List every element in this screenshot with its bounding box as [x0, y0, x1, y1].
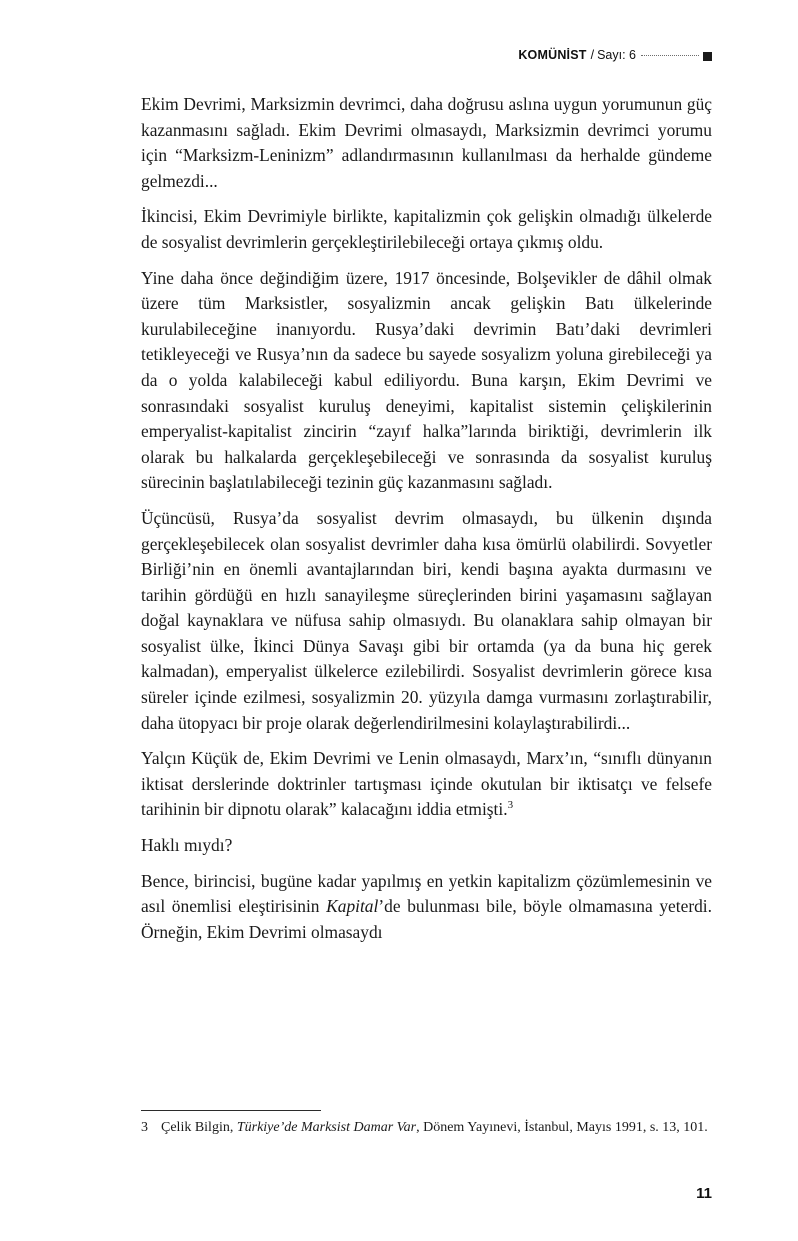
footnote-publication-details: , Dönem Yayınevi, İstanbul, Mayıs 1991, s. 13, 101.: [416, 1120, 708, 1135]
paragraph-text-part1: Bence, birincisi, bugüne kadar yapılmış en yetkin kapitalizm çözümlemesinin ve asıl önemlisi eleştirisinin: [141, 870, 712, 917]
page-number: 11: [696, 1185, 712, 1202]
footnote-item: [141, 1118, 712, 1137]
paragraph: Yine daha önce değindiğim üzere, 1917 öncesinde, Bolşevikler de dâhil olmak üzere tüm Marksistler, sosyalizmin ancak gelişkin Batı ülkelerinde kurulabileceğine inanıyordu. Rusya’daki devrimin Batı’daki devrimleri tetikleyeceği ve Rusya’nın da sadece bu sayede sosyalizm yoluna girebileceği ya da o yolda kalabileceği kabul ediliyordu. Buna karşın, Ekim Devrimi ve sonrasındaki sosyalist kuruluş deneyimi, kapitalist sistemin çelişkilerinin emperyalist-kapitalist zincirin “zayıf halka”larında biriktiği, devrimlerin ilk olarak bu halkalarda gerçekleşebileceği ve sonrasında da sosyalist kuruluş sürecinin başlatılabileceği tezinin güç kazanmasını sağladı.: [141, 267, 712, 493]
paragraph: Üçüncüsü, Rusya’da sosyalist devrim olmasaydı, bu ülkenin dışında gerçekleşebilecek olan sosyalist devrimler daha kısa ömürlü olabilirdi. Sovyetler Birliği’nin en önemli avantajlarından biri, kendi başına ayakta durmasını ve tarihin gördüğü en hızlı sanayileşme süreçlerinden birini yaşamasını sağlayan doğal kaynaklara ve nüfusa sahip olmasıydı. Bu olanaklara sahip olmayan bir sosyalist ülke, İkinci Dünya Savaşı gibi bir ortamda (ya da buna hiç gerek kalmadan), emperyalist ülkelerce ezilebilirdi. Sosyalist devrimlerin görece kısa süreler içinde ezilmesi, sosyalizmin 20. yüzyıla damga vurmasını zorlaştırabilir, daha ütopyacı bir proje olarak değerlendirilmesini kolaylaştırabilirdi...: [141, 507, 712, 733]
footnote-number: 3: [141, 1120, 148, 1135]
page-content: [141, 0, 712, 1241]
dotted-rule-decoration: [641, 55, 699, 57]
issue-number: Sayı: 6: [597, 48, 636, 62]
paragraph-final: [141, 869, 712, 946]
paragraph: Ekim Devrimi, Marksizmin devrimci, daha doğrusu aslına uygun yorumunun güç kazanmasını sağladı. Ekim Devrimi olmasaydı, Marksizmin devrimci yorumu için “Marksizm-Leninizm” adlandırmasının kullanılması da herhalde gündeme gelmezdi...: [141, 94, 712, 191]
italic-book-title: Kapital: [326, 896, 379, 917]
paragraph: İkincisi, Ekim Devrimiyle birlikte, kapitalizmin çok gelişkin olmadığı ülkelerde de sosyalist devrimlerin gerçekleştirilebileceği ortaya çıkmış oldu.: [141, 206, 712, 252]
footnote-reference-marker[interactable]: 3: [507, 799, 514, 812]
footnote-author: Çelik Bilgin,: [161, 1120, 237, 1135]
body-text: [141, 92, 712, 945]
paragraph-with-footnote-reference: [141, 746, 712, 823]
paragraph-text: Yalçın Küçük de, Ekim Devrimi ve Lenin olmasaydı, Marx’ın, “sınıflı dünyanın iktisat derslerinde doktrinler tartışması içinde okutulan bir iktisatçı ve felsefe tarihinin bir dipnotu olarak” kalacağını iddia etmişti.: [141, 748, 712, 820]
running-header: [518, 46, 712, 64]
paragraph: Haklı mıydı?: [141, 835, 233, 856]
paragraph-text-part2: ’de bulunması bile, böyle olmamasına yeterdi. Örneğin, Ekim Devrimi olmasaydı: [141, 896, 712, 942]
footnote-title: Türkiye’de Marksist Damar Var: [236, 1120, 417, 1135]
footnote-separator-rule: [141, 1110, 321, 1111]
square-marker-decoration: [703, 52, 712, 61]
header-separator: /: [590, 48, 595, 62]
publication-title: KOMÜNİST: [518, 48, 587, 62]
footnote-area: [141, 1110, 712, 1137]
